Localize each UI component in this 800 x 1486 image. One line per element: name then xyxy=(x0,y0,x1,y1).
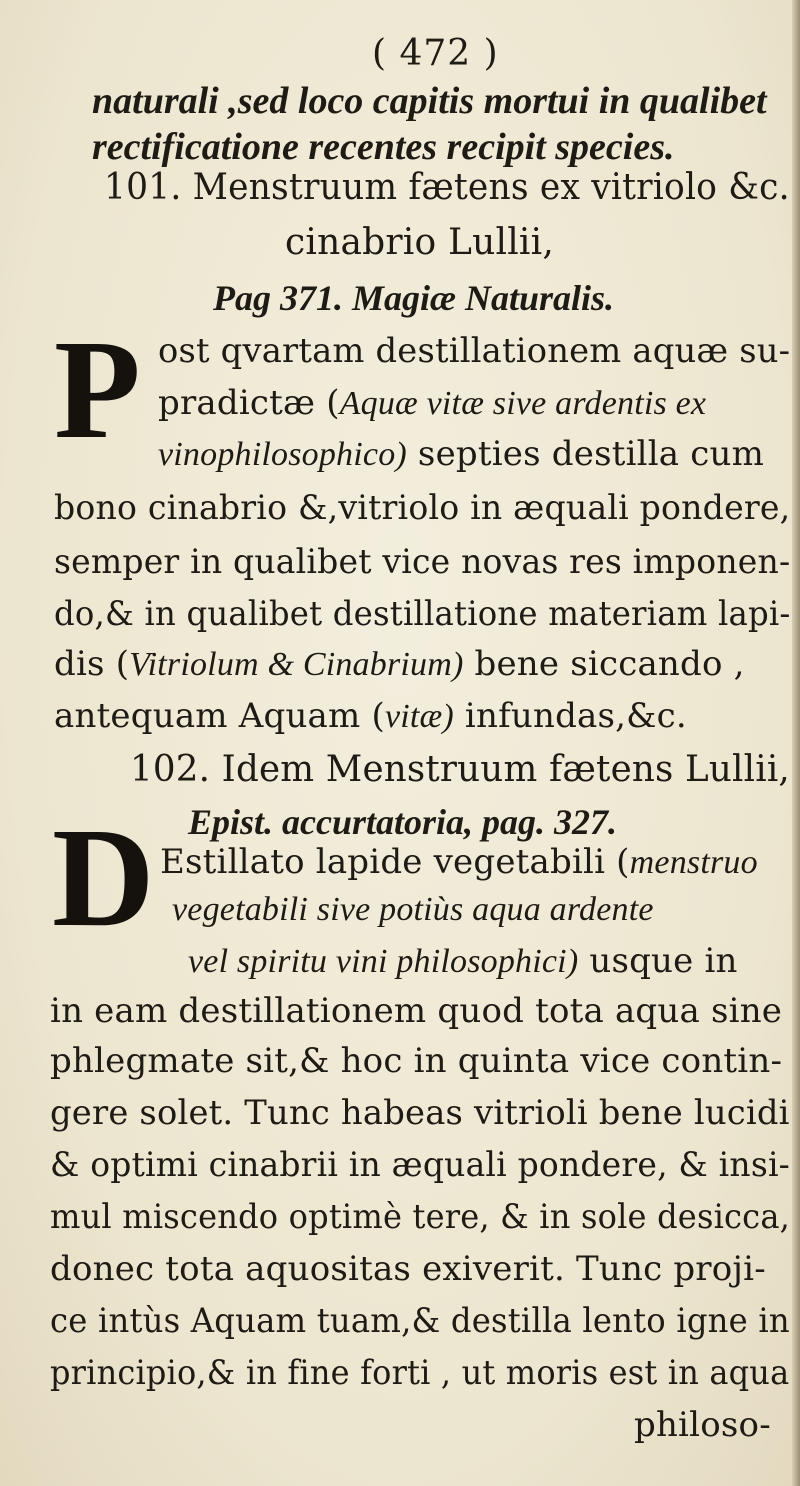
text-line: rectificatione recentes recipit species. xyxy=(92,126,675,168)
text-line: vegetabili sive potiùs aqua ardente xyxy=(172,891,654,928)
text-line: & optimi cinabrii in æquali pondere, & insi- xyxy=(50,1145,791,1185)
text-line: do,& in qualibet destillatione materiam lapi- xyxy=(54,594,791,634)
text-line: antequam Aquam (vitæ) infundas,&c. xyxy=(54,696,687,736)
text-line: bono cinabrio &,vitriolo in æquali pondere, xyxy=(54,488,791,528)
text-line: naturali ,sed loco capitis mortui in qualibet xyxy=(92,80,767,122)
text-line: dis (Vitriolum & Cinabrium) bene siccando , xyxy=(54,644,745,684)
text-line: ce intùs Aquam tuam,& destilla lento igne in xyxy=(50,1301,790,1341)
text-line: Estillato lapide vegetabili (menstruo xyxy=(160,842,758,882)
drop-cap-d: D xyxy=(52,798,155,956)
text-line: principio,& in fine forti , ut moris est in aqua xyxy=(50,1353,790,1393)
text-line: pradictæ (Aquæ vitæ sive ardentis ex xyxy=(158,383,707,423)
text-line: semper in qualibet vice novas res imponen- xyxy=(54,542,791,582)
text-line: gere solet. Tunc habeas vitrioli bene lucidi xyxy=(50,1093,790,1133)
page-number: ( 472 ) xyxy=(372,33,499,74)
text-line: vinophilosophico) septies destilla cum xyxy=(158,434,765,474)
page-edge xyxy=(792,0,800,1486)
section-reference: Pag 371. Magiæ Naturalis. xyxy=(213,278,615,318)
text-line: vel spiritu vini philosophici) usque in xyxy=(188,941,738,981)
section-heading: 101. Menstruum fætens ex vitriolo &c. xyxy=(104,167,790,208)
section-reference: Epist. accurtatoria, pag. 327. xyxy=(188,802,618,842)
text-line: ost qvartam destillationem aquæ su- xyxy=(158,331,791,371)
text-line: donec tota aquositas exiverit. Tunc proji- xyxy=(50,1249,766,1289)
text-line: phlegmate sit,& hoc in quinta vice contin- xyxy=(50,1041,783,1081)
section-heading: cinabrio Lullii, xyxy=(285,222,554,263)
catchword: philoso- xyxy=(634,1405,771,1445)
drop-cap-p: P xyxy=(54,310,141,468)
text-line: in eam destillationem quod tota aqua sine xyxy=(50,991,783,1031)
text-line: mul miscendo optimè tere, & in sole desicca, xyxy=(50,1197,791,1237)
section-heading: 102. Idem Menstruum fætens Lullii, xyxy=(130,749,790,790)
